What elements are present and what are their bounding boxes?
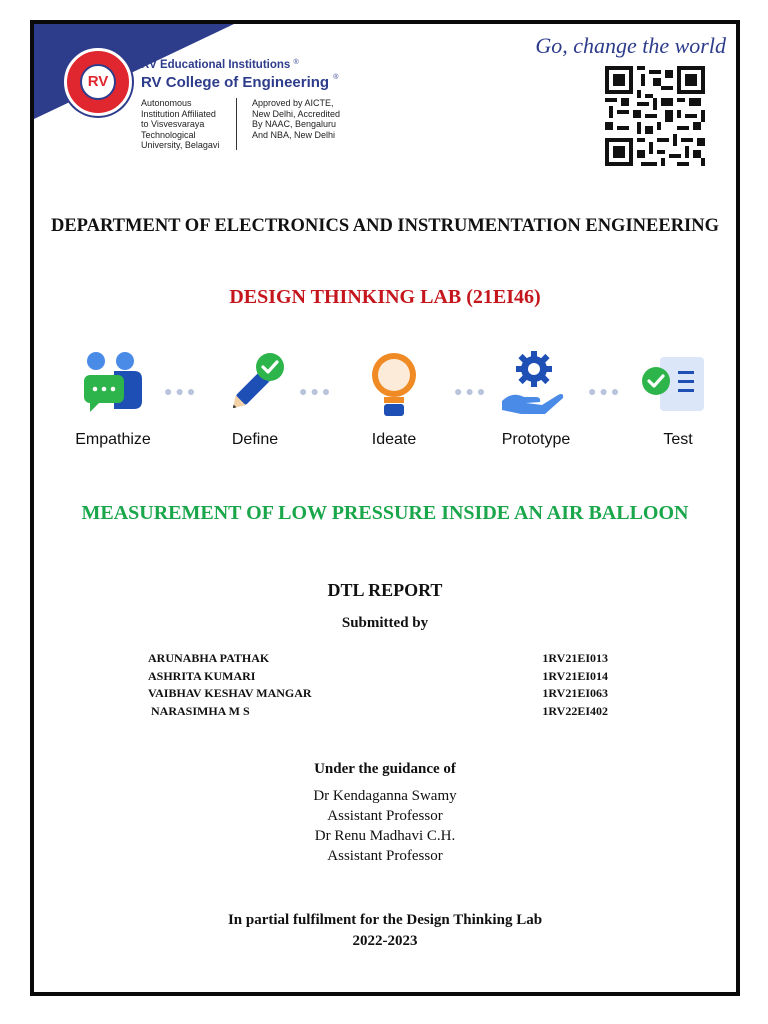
guide-title: Assistant Professor [327,808,443,824]
report-type: DTL REPORT [327,580,443,600]
student-row [148,650,608,668]
step-label-test: Test [663,431,693,448]
student-name: ARUNABHA PATHAK [148,651,270,665]
step-connector: ●●● [164,385,199,400]
submitted-by-label: Submitted by [341,615,429,631]
step-connector: ●●● [588,385,623,400]
student-usn: 1RV22EI402 [542,703,608,718]
design-thinking-steps [34,349,736,459]
student-row [148,703,608,721]
student-row [148,668,608,686]
affiliation-text: Autonomous Institution Affiliated to Visvesvaraya Technological University, Belagavi [141,98,220,150]
college-name: RV College of Engineering ® [141,74,339,91]
step-label-define: Define [231,431,279,448]
people-chat-icon [78,351,148,413]
step-connector: ●●● [299,385,334,400]
student-name: VAIBHAV KESHAV MANGAR [148,686,312,700]
logo-text: RV [80,64,116,100]
academic-year: 2022-2023 [352,933,418,949]
student-list [148,650,608,720]
student-name: ASHRITA KUMARI [148,668,256,683]
step-label-empathize: Empathize [75,431,151,448]
college-logo [64,48,132,116]
tagline: Go, change the world [535,33,726,58]
partial-fulfilment [34,910,736,952]
guide-title: Assistant Professor [327,848,443,864]
student-usn: 1RV21EI063 [542,686,608,700]
guide-name: Dr Renu Madhavi C.H. [314,828,456,844]
lab-title: DESIGN THINKING LAB (21EI46) [229,286,541,308]
student-usn: 1RV21EI013 [542,651,608,665]
approval-text: Approved by AICTE, New Delhi, Accredited By NAAC, Bengaluru And NBA, New Delhi [252,98,341,140]
guide-name: Dr Kendaganna Swamy [313,788,457,804]
step-label-prototype: Prototype [501,431,571,448]
department-heading: DEPARTMENT OF ELECTRONICS AND INSTRUMENTATION ENGINEERING [50,216,719,236]
guide-list [34,786,736,866]
project-title: MEASUREMENT OF LOW PRESSURE INSIDE AN AIR BALLOON [81,502,689,524]
student-usn: 1RV21EI014 [542,668,608,683]
step-connector: ●●● [454,385,489,400]
lightbulb-icon [368,351,420,417]
guidance-label: Under the guidance of [314,761,456,777]
step-label-ideate: Ideate [371,431,417,448]
gear-hand-icon [500,349,564,417]
qr-code [602,66,708,166]
pencil-check-icon [224,351,288,417]
student-row [148,685,608,703]
partial-fulfilment-line: In partial fulfilment for the Design Thinking Lab [227,912,543,928]
student-name: NARASIMHA M S [148,703,250,718]
checklist-icon [638,355,706,413]
page-border [30,20,740,996]
institution-group: RV Educational Institutions ® [141,59,299,71]
header-divider [236,98,237,150]
